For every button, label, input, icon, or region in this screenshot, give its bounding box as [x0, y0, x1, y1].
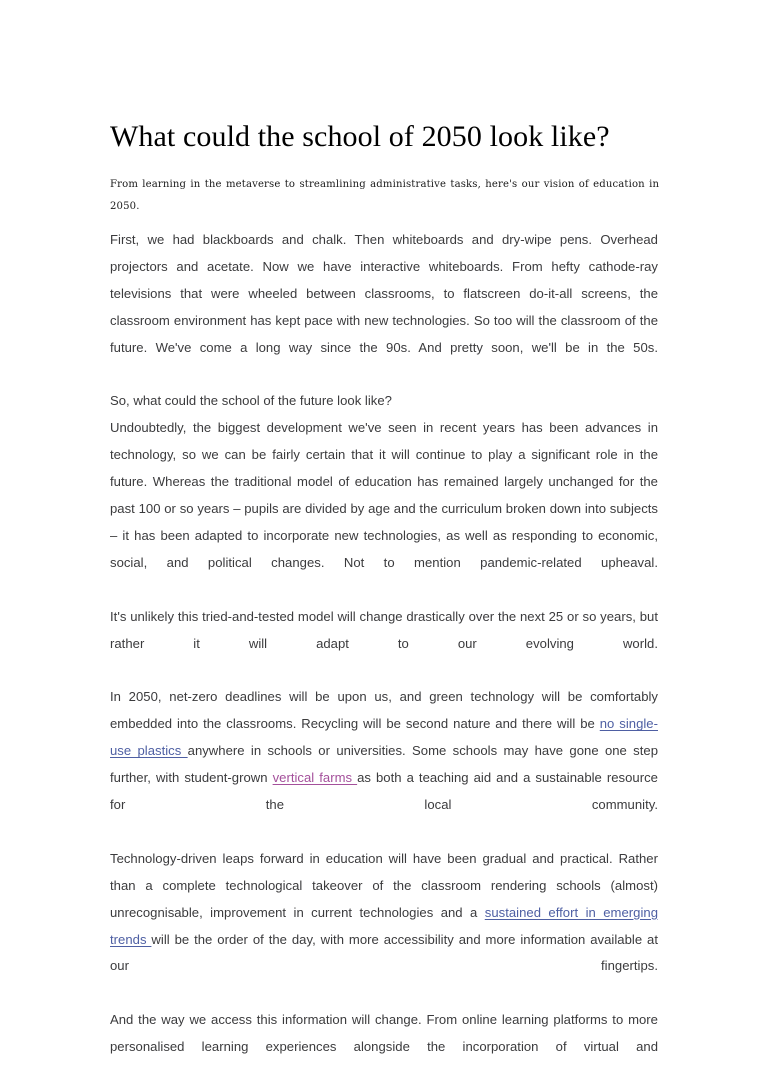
- paragraph-text-run: In 2050, net-zero deadlines will be upon us, and green technology will be comfortably embedded into the classrooms. Recycling will be second nature and there will be: [110, 689, 658, 732]
- paragraph-text-run: anywhere in schools or universities. Some schools may have gone one step further, with student-grown: [110, 743, 658, 786]
- page-title: What could the school of 2050 look like?: [110, 120, 610, 153]
- standfirst: From learning in the metaverse to streamlining administrative tasks, here's our vision of education in 2050.: [110, 178, 660, 212]
- inline-link[interactable]: no single-use plastics: [110, 716, 658, 759]
- document-content: [110, 118, 658, 1088]
- paragraph-1: First, we had blackboards and chalk. Then whiteboards and dry-wipe pens. Overhead projectors and acetate. Now we have interactive whiteboards. From hefty cathode-ray televisions that were wheeled between classrooms, to flatscreen do-it-all screens, the classroom environment has kept pace with new technologies. So too will the classroom of the future. We've come a long way since the 90s. And pretty soon, we'll be in the 50s.: [110, 232, 658, 355]
- paragraph-6: [110, 846, 658, 1007]
- paragraph-4: It's unlikely this tried-and-tested model will change drastically over the next 25 or so years, but rather it will adapt to our evolving world.: [110, 608, 658, 651]
- paragraph-text-run: Technology-driven leaps forward in education will have been gradual and practical. Rather than a complete technological takeover of the classroom rendering schools (almost) unrecognisable, improvement in current technologies and a: [110, 850, 658, 920]
- article-body: [110, 227, 658, 1088]
- paragraph-5: [110, 684, 658, 845]
- paragraph-7: And the way we access this information will change. From online learning platforms to more personalised learning experiences alongside the incorporation of virtual and: [110, 1012, 658, 1055]
- inline-link[interactable]: sustained effort in emerging trends: [110, 904, 658, 947]
- paragraph-text-run: as both a teaching aid and a sustainable resource for the local community.: [110, 770, 658, 813]
- paragraph-2: So, what could the school of the future look like?: [110, 393, 392, 409]
- paragraph-text-run: will be the order of the day, with more accessibility and more information available at our fingertips.: [110, 931, 658, 974]
- inline-link[interactable]: vertical farms: [272, 770, 358, 786]
- paragraph-3: Undoubtedly, the biggest development we've seen in recent years has been advances in technology, so we can be fairly certain that it will continue to play a significant role in the future. Whereas the traditional model of education has remained largely unchanged for the past 100 or so years – pupils are divided by age and the curriculum broken down into subjects – it has been adapted to incorporate new technologies, as well as responding to economic, social, and political changes. Not to mention pandemic-related upheaval.: [110, 420, 658, 570]
